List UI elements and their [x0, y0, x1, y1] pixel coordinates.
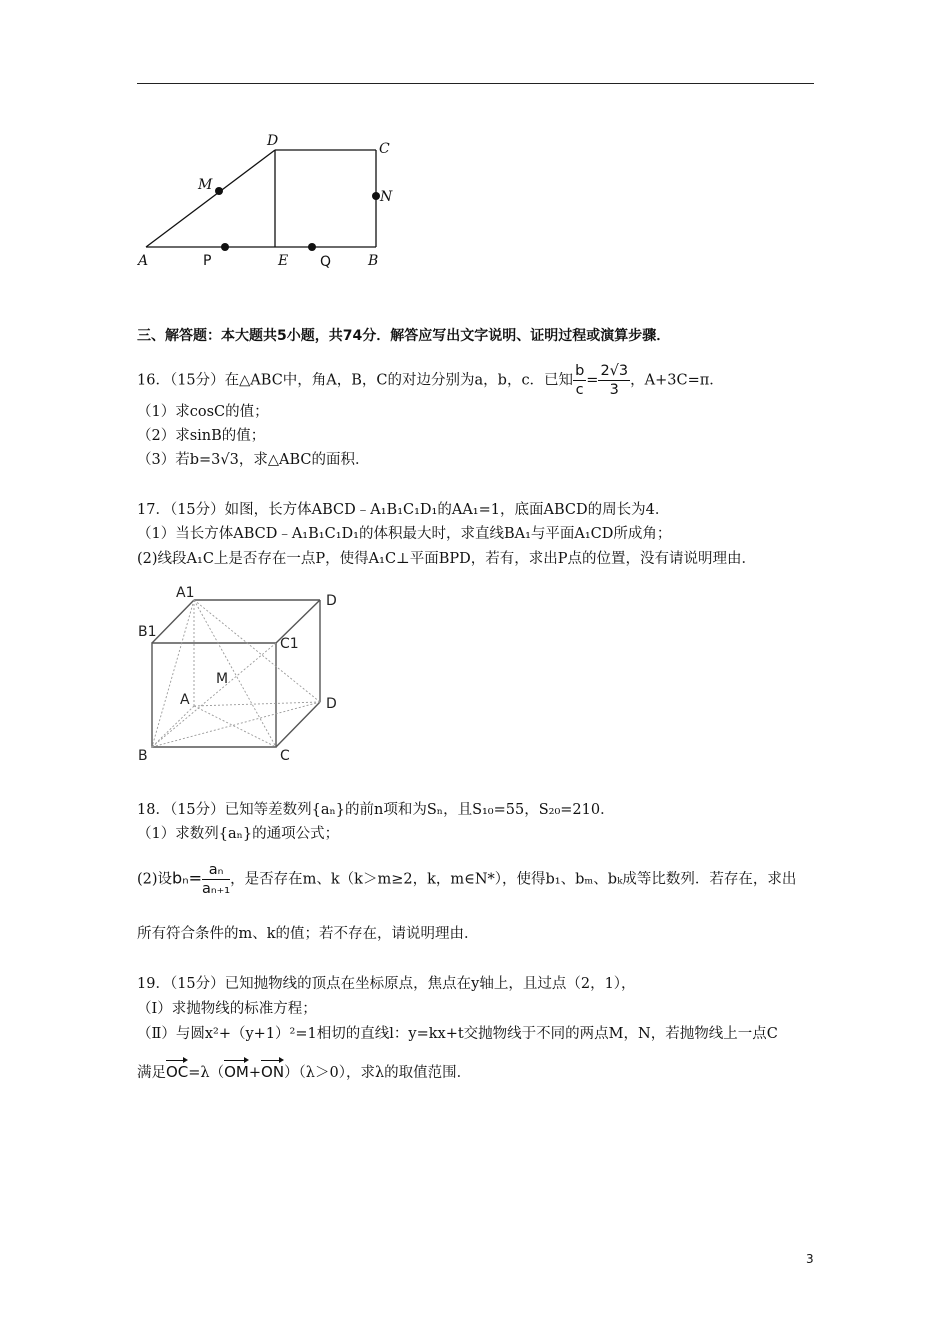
q19-eq-lambda: =λ（ — [188, 1065, 225, 1081]
label-A1: A1 — [176, 585, 195, 601]
label-C1: C1 — [280, 636, 299, 652]
label-A: A — [180, 692, 190, 708]
q16-equals: = — [586, 372, 599, 389]
q16-part2: （2）求sinB的值； — [137, 428, 266, 444]
q16-part3 — [137, 450, 370, 470]
q19-tail: ）（λ＞0），求λ的取值范围． — [284, 1065, 472, 1081]
label-D: D — [267, 133, 279, 149]
q18-part2-cont: 所有符合条件的m、k的值；若不存在，请说明理由． — [137, 926, 479, 942]
point-N — [372, 192, 380, 200]
label-B1: B1 — [138, 624, 157, 640]
label-B: B — [138, 748, 148, 764]
q16-stem — [137, 362, 724, 399]
label-D-top: D — [326, 593, 337, 609]
q16-frac-den: c — [575, 382, 584, 398]
q16-stem-tail: ，A+3C=π． — [630, 372, 724, 389]
q16-fraction-bc — [573, 362, 586, 399]
q18-frac-den: aₙ₊₁ — [201, 881, 231, 897]
point-Q — [308, 243, 316, 251]
page-number: 3 — [806, 1252, 814, 1266]
q19-lead: 满足 — [137, 1065, 166, 1081]
q16-rhs-den: 3 — [609, 382, 619, 398]
q19-stem: 19．（15分）已知抛物线的顶点在坐标原点，焦点在y轴上，且过点（2，1）， — [137, 976, 636, 992]
segment-AD — [146, 150, 275, 247]
q16-part1: （1）求cosC的值； — [137, 404, 269, 420]
label-M: M — [198, 177, 213, 193]
q16-part3-text: （3）若b=3 — [137, 452, 221, 468]
q18-part2-text: ，是否存在m、k（k＞m≥2，k，m∈N*），使得b₁、bₘ、bₖ成等比数列．若存在，求出 — [230, 871, 797, 888]
q16-stem-text: 16．（15分）在△ABC中，角A，B，C的对边分别为a，b，c．已知 — [137, 372, 574, 389]
q19-plus: + — [248, 1065, 262, 1081]
header-rule — [137, 83, 814, 84]
section-heading: 三、解答题：本大题共5小题，共74分．解答应写出文字说明、证明过程或演算步骤． — [137, 328, 671, 344]
geometry-figure-box — [130, 582, 360, 767]
point-P — [221, 243, 229, 251]
q16-part3-root: √3 — [220, 452, 239, 468]
label-N: N — [380, 189, 393, 205]
vector-OM: OM — [224, 1058, 249, 1082]
q19-part2: （Ⅱ）与圆x²+（y+1）²=1相切的直线l：y=kx+t交抛物线于不同的两点M，N，若抛物线上一点C — [137, 1026, 778, 1042]
label-C: C — [379, 141, 390, 157]
q18-frac-num: aₙ — [202, 861, 230, 880]
label-P: P — [203, 253, 212, 269]
q19-part2-cont — [137, 1058, 471, 1083]
q17-stem: 17．（15分）如图，长方体ABCD﹣A₁B₁C₁D₁的AA₁=1，底面ABCD的周长为4． — [137, 502, 670, 518]
q16-rhs-num: 2√3 — [600, 363, 629, 379]
q18-part2 — [137, 861, 796, 898]
q18-part2-lead: (2)设 — [137, 871, 173, 888]
q16-part3-tail: ，求△ABC的面积． — [238, 452, 370, 468]
label-D-right: D — [326, 696, 337, 712]
q19-part1: （Ⅰ）求抛物线的标准方程； — [137, 1001, 317, 1017]
q17-part1: （1）当长方体ABCD﹣A₁B₁C₁D₁的体积最大时，求直线BA₁与平面A₁CD所成角； — [137, 526, 672, 542]
q17-part2: (2)线段A₁C上是否存在一点P，使得A₁C⊥平面BPD，若有，求出P点的位置，没有请说明理由． — [137, 551, 756, 567]
point-M — [215, 187, 223, 195]
vector-ON: ON — [261, 1058, 284, 1082]
label-E: E — [278, 253, 289, 269]
label-A: A — [138, 253, 149, 269]
q18-stem: 18．（15分）已知等差数列{aₙ}的前n项和为Sₙ，且S₁₀=55，S₂₀=210． — [137, 802, 615, 818]
q18-part1: （1）求数列{aₙ}的通项公式； — [137, 826, 340, 842]
label-M: M — [216, 671, 229, 687]
q18-bn: bₙ= — [172, 868, 202, 888]
q16-fraction-rhs — [598, 362, 630, 399]
vector-OC: OC — [166, 1058, 188, 1082]
geometry-figure-trapezoid — [130, 125, 410, 270]
q18-fraction — [202, 861, 230, 898]
q16-frac-num: b — [575, 363, 585, 379]
label-C: C — [280, 748, 290, 764]
label-B: B — [368, 253, 379, 269]
label-Q: Q — [320, 254, 332, 270]
